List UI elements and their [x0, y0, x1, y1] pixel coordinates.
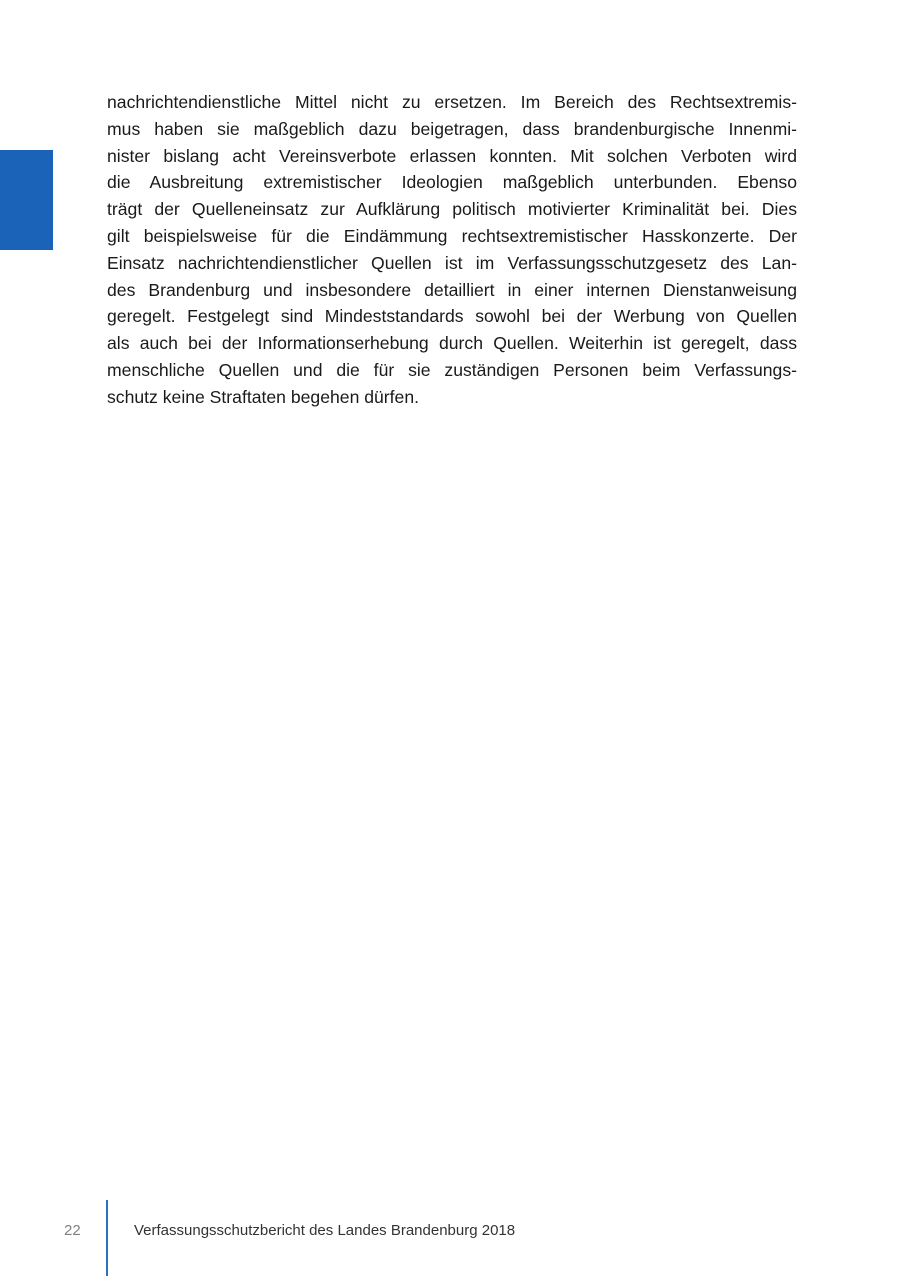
paragraph-line: schutz keine Straftaten begehen dürfen.	[107, 386, 420, 407]
body-paragraph	[107, 89, 797, 411]
paragraph-line: menschliche Quellen und die für sie zuständigen Personen beim Verfassungs-	[107, 359, 797, 380]
chapter-marker-tab	[0, 150, 53, 250]
paragraph-line: geregelt. Festgelegt sind Mindeststandards sowohl bei der Werbung von Quellen	[107, 306, 797, 327]
paragraph-line: Einsatz nachrichtendienstlicher Quellen ist im Verfassungsschutzgesetz des Lan-	[107, 252, 797, 273]
paragraph-line: gilt beispielsweise für die Eindämmung rechtsextremistischer Hasskonzerte. Der	[107, 225, 797, 246]
paragraph-line: die Ausbreitung extremistischer Ideologien maßgeblich unterbunden. Ebenso	[107, 172, 797, 193]
paragraph-line: mus haben sie maßgeblich dazu beigetragen, dass brandenburgische Innenmi-	[107, 118, 797, 139]
paragraph-line: nister bislang acht Vereinsverbote erlassen konnten. Mit solchen Verboten wird	[107, 145, 797, 166]
footer-title: Verfassungsschutzbericht des Landes Brandenburg 2018	[134, 1222, 516, 1239]
page-number: 22	[64, 1222, 81, 1239]
paragraph-line: als auch bei der Informationserhebung durch Quellen. Weiterhin ist geregelt, dass	[107, 333, 797, 354]
paragraph-line: des Brandenburg und insbesondere detailliert in einer internen Dienstanweisung	[107, 279, 797, 300]
paragraph-line: trägt der Quelleneinsatz zur Aufklärung politisch motivierter Kriminalität bei. Dies	[107, 199, 797, 220]
paragraph-line: nachrichtendienstliche Mittel nicht zu ersetzen. Im Bereich des Rechtsextremis-	[107, 92, 797, 112]
footer-divider	[106, 1200, 108, 1276]
